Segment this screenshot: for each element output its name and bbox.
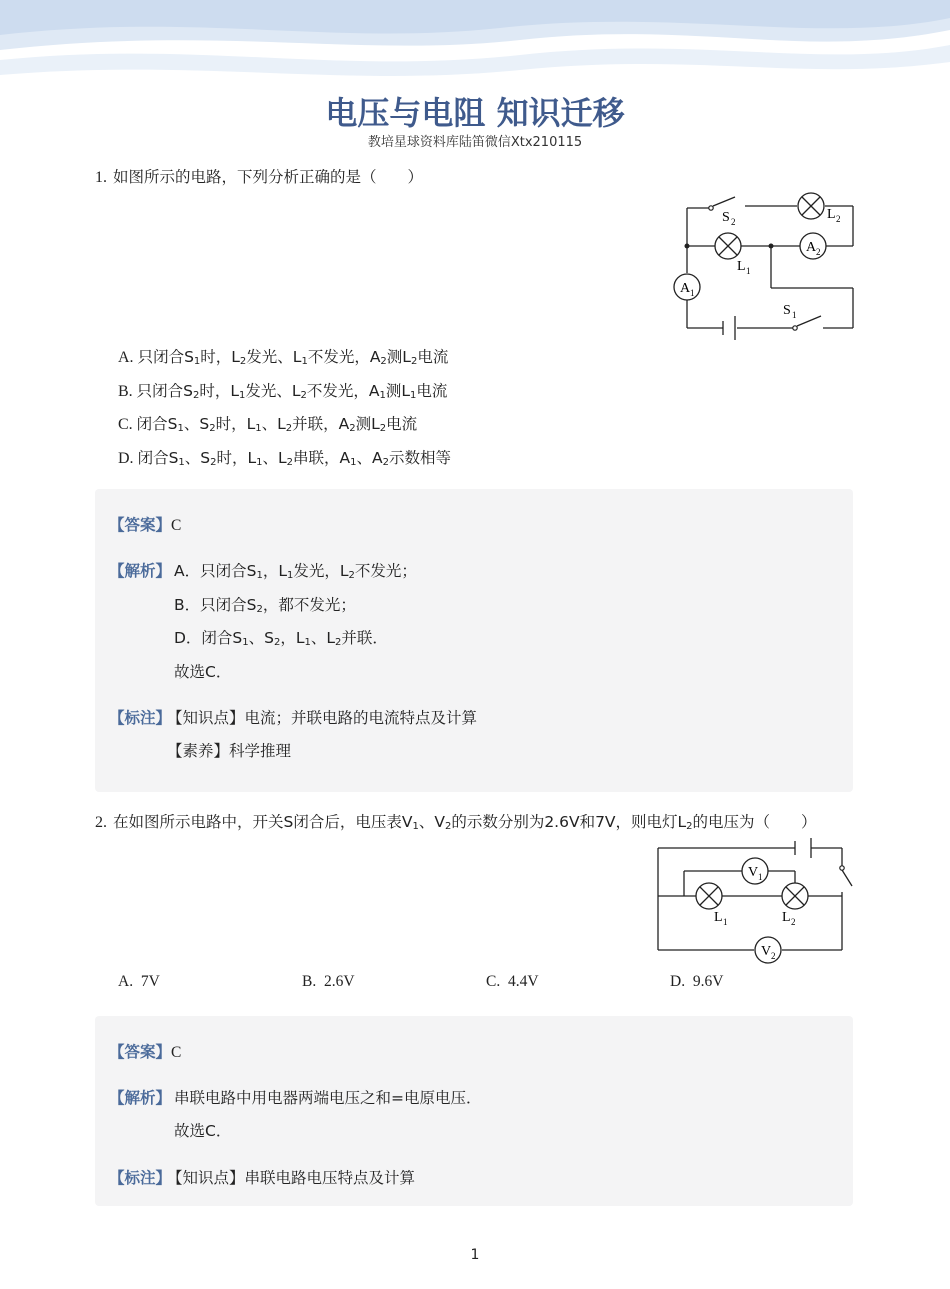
q2-option-b[interactable] (302, 973, 355, 991)
page-number: 1 (470, 1247, 480, 1263)
svg-text:2: 2 (791, 917, 796, 927)
svg-text:1: 1 (746, 266, 751, 276)
svg-text:S: S (783, 303, 791, 318)
analysis-tag: 【解析】 (109, 562, 172, 580)
question-text: 在如图所示电路中，开关S闭合后，电压表$V_1$、$V_2$的示数分别为2.6V和7V，则电灯$L_2$的电压为（ ） (113, 813, 817, 832)
q1-option-d[interactable] (118, 446, 451, 468)
header-wave-decoration (0, 0, 950, 80)
option-text: 4.4V (507, 973, 539, 990)
analysis-line: 故选C． (174, 1122, 232, 1140)
answer-tag: 【答案】 (109, 516, 172, 534)
option-letter: C. (118, 416, 133, 433)
question-2-stem (95, 810, 817, 832)
analysis-tag: 【解析】 (109, 1089, 172, 1107)
svg-text:1: 1 (690, 288, 695, 298)
circuit-diagram-1 (665, 188, 860, 343)
svg-text:L: L (714, 910, 723, 925)
analysis-line: 故选C． (174, 663, 232, 681)
option-text: 只闭合$S_1$时，$L_2$发光、$L_1$不发光，$A_2$测$L_2$电流 (137, 348, 449, 367)
option-text: 闭合$S_1$、$S_2$时，$L_1$、$L_2$串联，$A_1$、$A_2$示数相等 (137, 449, 452, 468)
svg-text:S: S (722, 210, 730, 225)
svg-text:2: 2 (731, 217, 736, 227)
q1-option-a[interactable] (118, 345, 448, 367)
svg-text:L: L (737, 259, 746, 274)
answer-row (109, 1040, 181, 1062)
svg-text:L: L (782, 910, 791, 925)
note-tag: 【标注】 (109, 709, 172, 727)
page-title: 电压与电阻 知识迁移 (325, 94, 625, 132)
option-text: 2.6V (323, 973, 355, 990)
option-letter: A. (118, 349, 134, 366)
option-letter: B. (302, 973, 317, 990)
svg-text:1: 1 (792, 310, 797, 320)
question-number: 1. (95, 169, 107, 186)
svg-text:1: 1 (723, 917, 728, 927)
svg-text:2: 2 (771, 951, 776, 961)
svg-text:2: 2 (816, 247, 821, 257)
option-text: 7V (140, 973, 160, 990)
answer-value: C (171, 517, 182, 534)
svg-text:V: V (761, 944, 772, 959)
option-letter: C. (486, 973, 501, 990)
q1-option-b[interactable] (118, 379, 447, 401)
svg-text:2: 2 (836, 214, 841, 224)
q1-option-c[interactable] (118, 412, 417, 434)
question-text: 如图所示的电路，下列分析正确的是（ ） (113, 168, 424, 186)
analysis-line: A．只闭合$S_1$，$L_1$发光，$L_2$不发光； (174, 562, 417, 581)
answer-tag: 【答案】 (109, 1043, 172, 1061)
q2-option-d[interactable] (670, 973, 723, 991)
q2-answer-box (95, 1016, 853, 1206)
option-letter: D. (670, 973, 686, 990)
q2-option-a[interactable] (118, 973, 160, 991)
option-letter: D. (118, 450, 134, 467)
svg-text:L: L (827, 207, 836, 222)
analysis-line: B．只闭合$S_2$，都不发光； (174, 596, 356, 615)
svg-text:1: 1 (758, 872, 763, 882)
option-letter: B. (118, 383, 133, 400)
note-line: 【知识点】串联电路电压特点及计算 (167, 1169, 416, 1187)
option-letter: A. (118, 973, 134, 990)
analysis-line: 串联电路中用电器两端电压之和=电原电压． (174, 1089, 482, 1107)
circuit-diagram-2 (650, 838, 860, 970)
note-line: 【素养】科学推理 (167, 742, 292, 760)
page-subtitle: 教培星球资料库陆笛微信Xtx210115 (367, 135, 583, 150)
note-line: 【知识点】电流；并联电路的电流特点及计算 (167, 709, 478, 727)
svg-text:A: A (680, 281, 691, 296)
svg-text:V: V (748, 865, 759, 880)
answer-value: C (171, 1044, 182, 1061)
option-text: 只闭合$S_2$时，$L_1$发光、$L_2$不发光，$A_1$测$L_1$电流 (136, 382, 448, 401)
note-tag: 【标注】 (109, 1169, 172, 1187)
q2-option-c[interactable] (486, 973, 539, 991)
option-text: 闭合$S_1$、$S_2$时，$L_1$、$L_2$并联，$A_2$测$L_2$电流 (136, 415, 418, 434)
q1-answer-box (95, 489, 853, 792)
answer-row (109, 513, 181, 535)
question-1-stem (95, 165, 423, 187)
question-number: 2. (95, 814, 107, 831)
analysis-line: D．闭合$S_1$、$S_2$，$L_1$、$L_2$并联． (174, 629, 388, 648)
svg-text:A: A (806, 240, 817, 255)
option-text: 9.6V (692, 973, 724, 990)
